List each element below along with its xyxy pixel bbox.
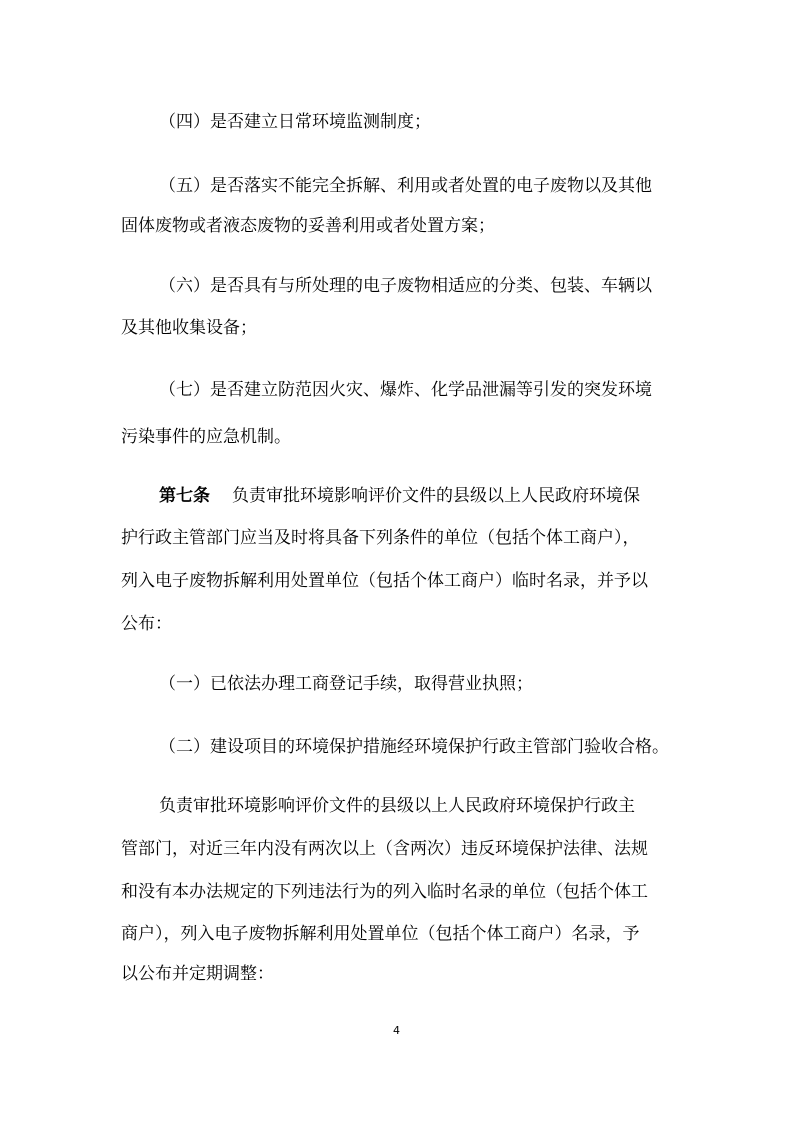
article-7-line-3: 列入电子废物拆解利用处置单位（包括个体工商户）临时名录，并予以 — [121, 571, 648, 591]
article-7-text-1: 负责审批环境影响评价文件的县级以上人民政府环境保 — [232, 486, 640, 506]
final-para-line-4: 商户），列入电子废物拆解利用处置单位（包括个体工商户）名录，予 — [121, 924, 640, 944]
item-5-line-1: （五）是否落实不能完全拆解、利用或者处置的电子废物以及其他 — [159, 176, 652, 196]
condition-2-line: （二）建设项目的环境保护措施经环境保护行政主管部门验收合格。 — [159, 737, 669, 757]
item-6-line-1: （六）是否具有与所处理的电子废物相适应的分类、包装、车辆以 — [159, 276, 652, 296]
item-6-line-2: 及其他收集设备； — [121, 318, 257, 338]
final-para-line-2: 管部门，对近三年内没有两次以上（含两次）违反环境保护法律、法规 — [121, 839, 648, 859]
page-number: 4 — [393, 1024, 400, 1037]
item-7-line-1: （七）是否建立防范因火灾、爆炸、化学品泄漏等引发的突发环境 — [159, 380, 652, 400]
final-para-line-5: 以公布并定期调整： — [121, 964, 274, 984]
article-7-line-1 — [159, 484, 719, 508]
condition-1-line: （一）已依法办理工商登记手续，取得营业执照； — [159, 674, 533, 694]
article-7-line-2: 护行政主管部门应当及时将具备下列条件的单位（包括个体工商户）， — [121, 528, 640, 548]
item-7-line-2: 污染事件的应急机制。 — [121, 427, 291, 447]
final-para-line-3: 和没有本办法规定的下列违法行为的列入临时名录的单位（包括个体工 — [121, 882, 648, 902]
item-4-line-1: （四）是否建立日常环境监测制度； — [159, 112, 431, 132]
item-5-line-2: 固体废物或者液态废物的妥善利用或者处置方案； — [121, 216, 495, 236]
article-7-line-4: 公布： — [121, 614, 172, 634]
final-para-line-1: 负责审批环境影响评价文件的县级以上人民政府环境保护行政主 — [159, 796, 635, 816]
article-7-heading: 第七条 — [159, 486, 210, 506]
